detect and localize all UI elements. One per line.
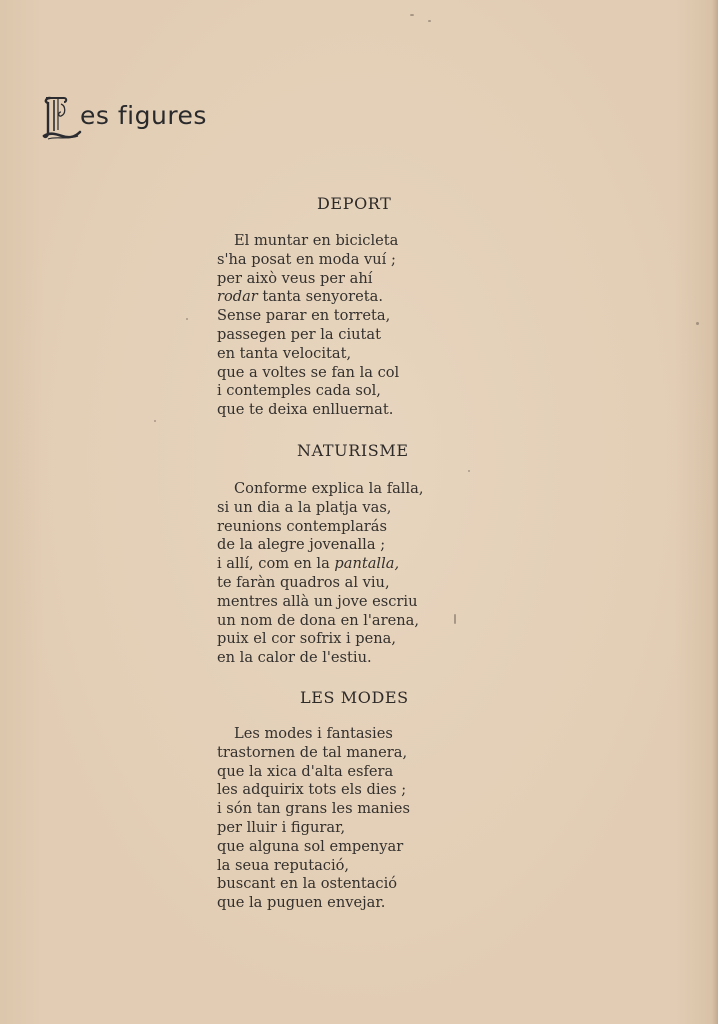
page-title: es figures <box>80 101 207 130</box>
poem-line: la seua reputació, <box>217 856 350 874</box>
poem-line <box>217 555 423 574</box>
poem-les-modes <box>217 725 410 913</box>
poem-line: te faràn quadros al viu, <box>217 573 390 591</box>
poem-line: trastornen de tal manera, <box>217 743 408 761</box>
poem-line-italic: pantalla, <box>334 555 400 573</box>
poem-line: reunions contemplarás <box>217 517 387 535</box>
paper-speck <box>186 318 188 320</box>
poem-line: les adquirix tots els dies ; <box>217 781 407 799</box>
poem-line-rest: i allí, com en la <box>217 555 335 573</box>
poem-line: i són tan grans les manies <box>217 800 410 818</box>
paper-speck <box>428 20 431 22</box>
poem-line: per lluir i figurar, <box>217 818 346 836</box>
paper-speck <box>454 614 456 624</box>
poem-line: un nom de dona en l'arena, <box>217 611 419 629</box>
poem-line: en tanta velocitat, <box>217 344 352 362</box>
poem-line: que la xica d'alta esfera <box>217 762 394 780</box>
poem-line: Conforme explica la falla, <box>234 480 424 497</box>
poem-line: Les modes i fantasies <box>234 725 393 742</box>
poem-line: que alguna sol empenyar <box>217 837 404 855</box>
paper-speck <box>696 322 699 325</box>
poem-line: que te deixa enlluernat. <box>217 401 394 419</box>
section-title-naturisme: NATURISME <box>297 441 409 460</box>
poem-line-rest: tanta senyoreta. <box>257 288 383 306</box>
section-title-deport: DEPORT <box>317 194 392 213</box>
poem-naturisme <box>217 480 423 668</box>
poem-line-italic: rodar <box>217 288 258 306</box>
poem-line: que la puguen envejar. <box>217 894 386 912</box>
page-edge <box>712 0 718 1024</box>
poem-line: Sense parar en torreta, <box>217 307 391 325</box>
poem-line: en la calor de l'estiu. <box>217 649 372 667</box>
poem-line <box>217 288 399 307</box>
poem-line: i contemples cada sol, <box>217 382 381 400</box>
paper-speck <box>468 470 470 472</box>
paper-speck <box>154 420 156 422</box>
poem-deport <box>217 232 399 420</box>
poem-line: s'ha posat en moda vuí ; <box>217 250 396 268</box>
section-title-les-modes: LES MODES <box>300 688 409 707</box>
poem-line: puix el cor sofrix i pena, <box>217 630 397 648</box>
paper-speck <box>365 296 368 299</box>
page-heading <box>42 88 207 140</box>
poem-line: mentres allà un jove escriu <box>217 592 418 610</box>
poem-line: si un dia a la platja vas, <box>217 498 392 516</box>
paper-speck <box>410 14 414 16</box>
decorative-initial-letter <box>42 94 80 140</box>
poem-line: per això veus per ahí <box>217 269 373 287</box>
poem-line: que a voltes se fan la col <box>217 363 400 381</box>
poem-line: El muntar en bicicleta <box>234 232 399 249</box>
poem-line: de la alegre jovenalla ; <box>217 536 386 554</box>
poem-line: buscant en la ostentació <box>217 875 398 893</box>
poem-line: passegen per la ciutat <box>217 325 381 343</box>
